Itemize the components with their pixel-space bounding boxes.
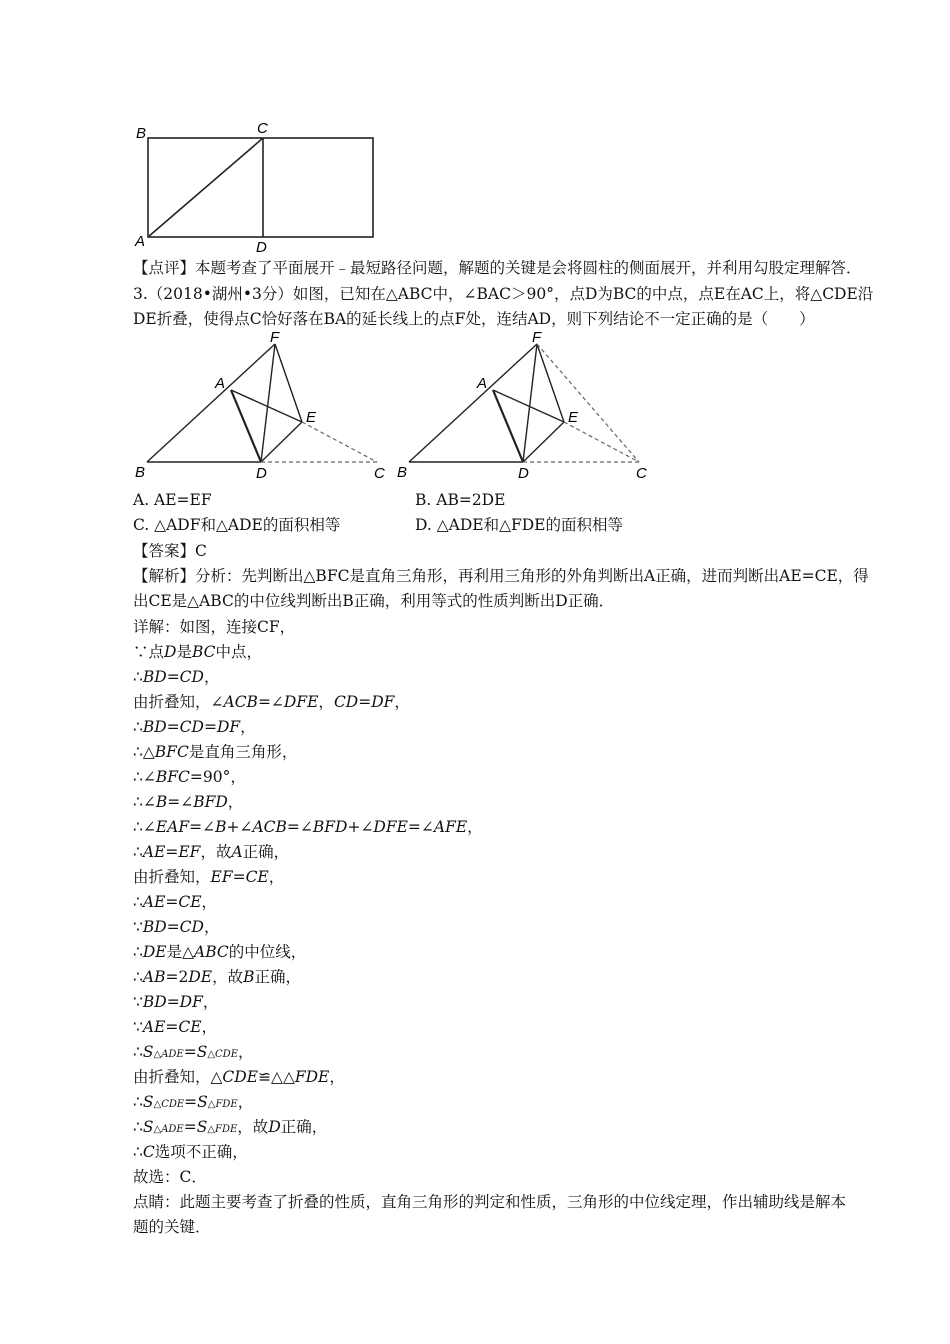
dashed-ec [564,422,639,462]
step-text: ∴△ [133,743,155,761]
step-text: ， [203,918,220,936]
step-math: BFC [154,743,189,761]
step-text: ∵ [133,1018,143,1036]
step-text: ∴ [133,843,143,861]
step-math: BD=CD=DF [142,718,241,736]
step-text: ， [237,1093,254,1111]
step-math: ABC [194,943,229,961]
step-6 [133,740,297,764]
segment-de [523,422,564,462]
step-2 [133,640,262,664]
segment-bf [409,344,537,462]
step-math: AE=CE [142,1018,202,1036]
step-text: ∴ [133,968,143,986]
step-math: BD=CD [142,668,204,686]
step-12 [133,890,217,914]
step-16 [133,990,218,1014]
step-math: BC [191,643,216,661]
option-b: B. AB=2DE [415,491,506,509]
step-math: S [142,1118,154,1136]
step-text: ∴∠ [133,793,156,811]
step-math: EF=CE [210,868,269,886]
question-line-1: 3.（2018•湖州•3分）如图，已知在△ABC中，∠BAC＞90°，点D为BC的中点，点E在AC上，将△CDE沿 [133,285,874,303]
step-7 [133,765,246,789]
step-10 [133,840,289,864]
step-text: ∴ [133,893,143,911]
step-18 [133,1040,254,1067]
step-text: ， [238,1043,254,1061]
step-math: S [142,1043,154,1061]
segment-bf [147,344,275,462]
comment-head: 【点评】 [133,259,196,277]
step-text: ∴∠ [133,818,156,836]
step-text: ∵ [133,993,143,1011]
step-text: 是直角三角形， [188,743,298,761]
label-b: B [135,464,146,480]
step-15 [133,965,301,989]
step-math: =S [183,1118,208,1136]
option-d: D. △ADE和△FDE的面积相等 [415,516,624,534]
step-math: CDE [222,1068,259,1086]
step-23: 故选：C． [133,1168,207,1186]
label-d: D [518,465,529,480]
step-math: BD=CD [142,918,204,936]
step-subscript: △FDE [207,1099,238,1110]
label-c: C [636,465,647,480]
step-subscript: △CDE [153,1099,185,1110]
analysis-text-1: 分析：先判断出△BFC是直角三角形，再利用三角形的外角判断出A正确，进而判断出AE=CE，得 [195,567,869,585]
comment-body: 本题考查了平面展开﹣最短路径问题，解题的关键是会将圆柱的侧面展开，并利用勾股定理解答． [195,259,862,277]
segment-ac [148,138,263,237]
label-b: B [397,464,408,480]
step-text: 正确， [280,1118,328,1136]
step-19 [133,1065,345,1089]
label-a: A [135,233,146,250]
step-text: 是 [176,643,192,661]
step-math: DE [142,943,167,961]
step-text: ，故 [212,968,244,986]
step-math: C [142,1143,155,1161]
step-text: ∴ [133,1118,143,1136]
step-22 [133,1140,248,1164]
step-text: ∴ [133,1143,143,1161]
step-text: ∵ [133,918,143,936]
answer-head: 【答案】 [133,542,196,560]
step-subscript: △CDE [207,1049,239,1060]
label-c: C [257,120,268,137]
step-math: DE [188,968,213,986]
label-f: F [532,330,542,346]
step-subscript: △ADE [153,1124,184,1135]
step-subscript: △FDE [207,1124,238,1135]
step-text: 中点， [215,643,263,661]
label-b: B [136,125,147,142]
step-math: ∠ACB=∠DFE [210,693,319,711]
step-17 [133,1015,217,1039]
segment-fe [275,344,302,422]
step-math: S [142,1093,154,1111]
step-math: CD=DF [333,693,395,711]
step-text: ，故 [237,1118,269,1136]
step-math: EAF=∠B+∠ACB=∠BFD+∠DFE=∠AFE [155,818,468,836]
label-a: A [215,375,226,392]
option-c: C. △ADF和△ADE的面积相等 [133,516,341,534]
step-text: ∴ [133,1043,143,1061]
step-text: ≌△△ [258,1068,295,1086]
step-text: ，故 [200,843,232,861]
step-text: ， [201,893,218,911]
step-21 [133,1115,327,1142]
step-math: A [231,843,243,861]
answer-line [133,539,207,563]
unfolded-rectangle-figure [125,118,385,256]
step-11 [133,865,284,889]
step-text: 正确， [254,968,301,986]
step-text: ∴ [133,718,143,736]
fold-figure-right [387,330,662,480]
step-5 [133,715,256,739]
step-math: AE=CE [142,893,202,911]
dashed-ec [302,422,377,462]
comment-line [133,256,862,280]
label-d: D [256,465,267,480]
step-text: ， [329,1068,345,1086]
step-4 [133,690,410,714]
fold-figure-left [125,330,400,480]
summary-line-1: 点睛：此题主要考查了折叠的性质，直角三角形的判定和性质，三角形的中位线定理，作出辅助线是解本 [133,1193,847,1211]
answer-value: C [195,542,207,560]
step-text: ， [318,693,334,711]
label-e: E [568,409,579,426]
step-text: ∴∠ [133,768,156,786]
segment-de [261,422,302,462]
label-d: D [256,239,267,256]
step-text: ， [202,993,219,1011]
step-9 [133,815,483,839]
step-3 [133,665,219,689]
step-text: 的中位线， [228,943,307,961]
step-text: 由折叠知， [133,868,211,886]
option-a: A. AE=EF [133,491,212,509]
analysis-line-1 [133,564,869,588]
step-text: ， [227,793,244,811]
step-text: 是△ [166,943,195,961]
label-a: A [477,375,488,392]
label-c: C [374,465,385,480]
step-8 [133,790,243,814]
step-text: ∴ [133,943,143,961]
step-math: AE=EF [142,843,201,861]
segment-fd [261,344,275,462]
step-text: ∴ [133,668,143,686]
step-math: B=∠BFD [155,793,228,811]
analysis-head: 【解析】 [133,567,196,585]
step-math: D [164,643,177,661]
summary-line-2: 题的关键． [133,1218,211,1236]
question-line-2: DE折叠，使得点C恰好落在BA的延长线上的点F处，连结AD，则下列结论不一定正确的是（ ） [133,310,815,328]
step-text: 由折叠知， [133,693,211,711]
label-f: F [270,330,280,346]
step-math: D [268,1118,281,1136]
step-math: =S [184,1093,208,1111]
step-text: =2 [165,968,189,986]
step-text: ， [203,668,220,686]
step-math: FDE [294,1068,330,1086]
step-text: ， [201,1018,218,1036]
step-13 [133,915,219,939]
step-subscript: △ADE [153,1049,184,1060]
dashed-fc [537,344,639,462]
step-text: ∴ [133,1093,143,1111]
segment-fe [537,344,564,422]
segment-fd [523,344,537,462]
step-text: ， [394,693,410,711]
step-text: ∵点 [133,643,165,661]
step-text: ， [240,718,256,736]
step-1: 详解：如图，连接CF， [133,618,296,636]
step-14 [133,940,306,964]
step-text: =90°， [189,768,246,786]
step-math: BFC [155,768,190,786]
analysis-line-2: 出CE是△ABC的中位线判断出B正确，利用等式的性质判断出D正确． [133,592,615,610]
step-math: B [243,968,255,986]
step-math: BD=DF [142,993,203,1011]
step-math: AB [142,968,166,986]
step-text: 由折叠知，△ [133,1068,223,1086]
rectangle [148,138,373,237]
step-text: ， [467,818,483,836]
step-text: 正确， [242,843,290,861]
step-math: =S [183,1043,208,1061]
label-e: E [306,409,317,426]
step-text: 选项不正确， [154,1143,248,1161]
step-text: ， [268,868,285,886]
step-20 [133,1090,253,1117]
